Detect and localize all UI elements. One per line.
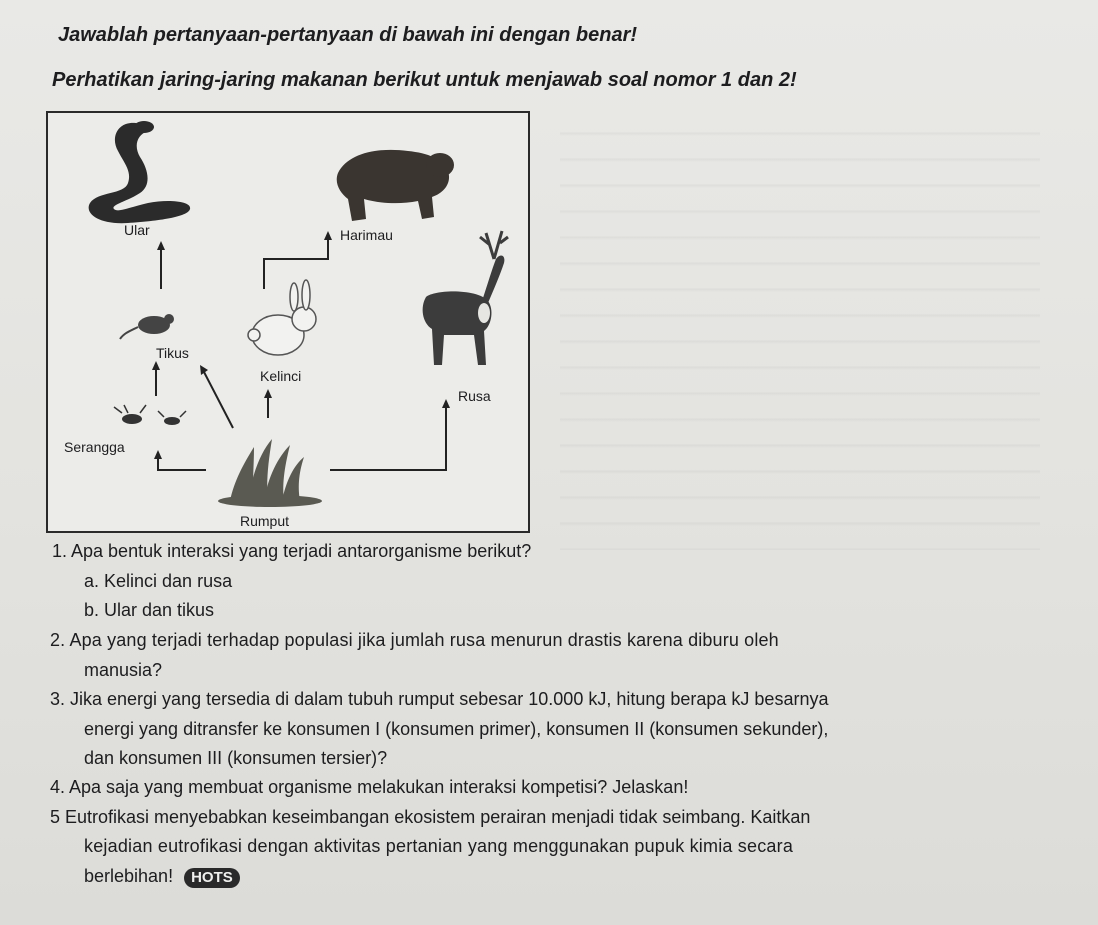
question-1-option-a: a. Kelinci dan rusa [84,571,233,591]
label-harimau: Harimau [340,227,393,243]
instruction-food-web: Perhatikan jaring-jaring makanan berikut untuk menjawab soal nomor 1 dan 2! [52,69,797,91]
deer-illustration [423,231,508,365]
question-4: 4. Apa saja yang membuat organisme melakukan interaksi kompetisi? Jelaskan! [50,777,689,797]
question-3-line-1: 3. Jika energi yang tersedia di dalam tubuh rumput sebesar 10.000 kJ, hitung berapa kJ besarnya [50,689,829,709]
question-1-option-b: b. Ular dan tikus [84,600,215,620]
bleed-through-text [560,110,1040,550]
instruction-heading: Jawablah pertanyaan-pertanyaan di bawah ini dengan benar! [58,24,638,46]
question-3-line-3: dan konsumen III (konsumen tersier)? [84,748,388,768]
question-5-line-2: kejadian eutrofikasi dengan aktivitas pertanian yang menggunakan pupuk kimia secara [84,836,794,856]
grass-illustration [218,439,322,507]
question-2-line-2: manusia? [84,660,163,680]
food-web-svg [48,113,528,531]
question-2-line-1: 2. Apa yang terjadi terhadap populasi jika jumlah rusa menurun drastis karena diburu oleh [50,630,779,650]
food-web-diagram [46,111,530,533]
label-ular: Ular [124,222,150,238]
tiger-illustration [337,150,454,221]
food-web-arrows [156,239,446,470]
mouse-illustration [120,314,174,339]
label-tikus: Tikus [156,345,189,361]
question-5-line-3-text: berlebihan! [84,866,174,886]
question-3-line-2: energi yang ditransfer ke konsumen I (konsumen primer), konsumen II (konsumen sekunder), [84,719,829,739]
snake-illustration [89,121,190,223]
rabbit-illustration [248,280,316,355]
label-rumput: Rumput [240,513,290,529]
label-rusa: Rusa [458,388,491,404]
question-1: 1. Apa bentuk interaksi yang terjadi antarorganisme berikut? [52,541,532,561]
insect-illustration [114,405,186,425]
hots-badge: HOTS [184,868,240,888]
label-kelinci: Kelinci [260,368,302,384]
question-5-line-1: 5 Eutrofikasi menyebabkan keseimbangan ekosistem perairan menjadi tidak seimbang. Kaitkan [50,807,811,827]
label-serangga: Serangga [64,439,125,455]
question-5-line-3 [84,865,240,888]
